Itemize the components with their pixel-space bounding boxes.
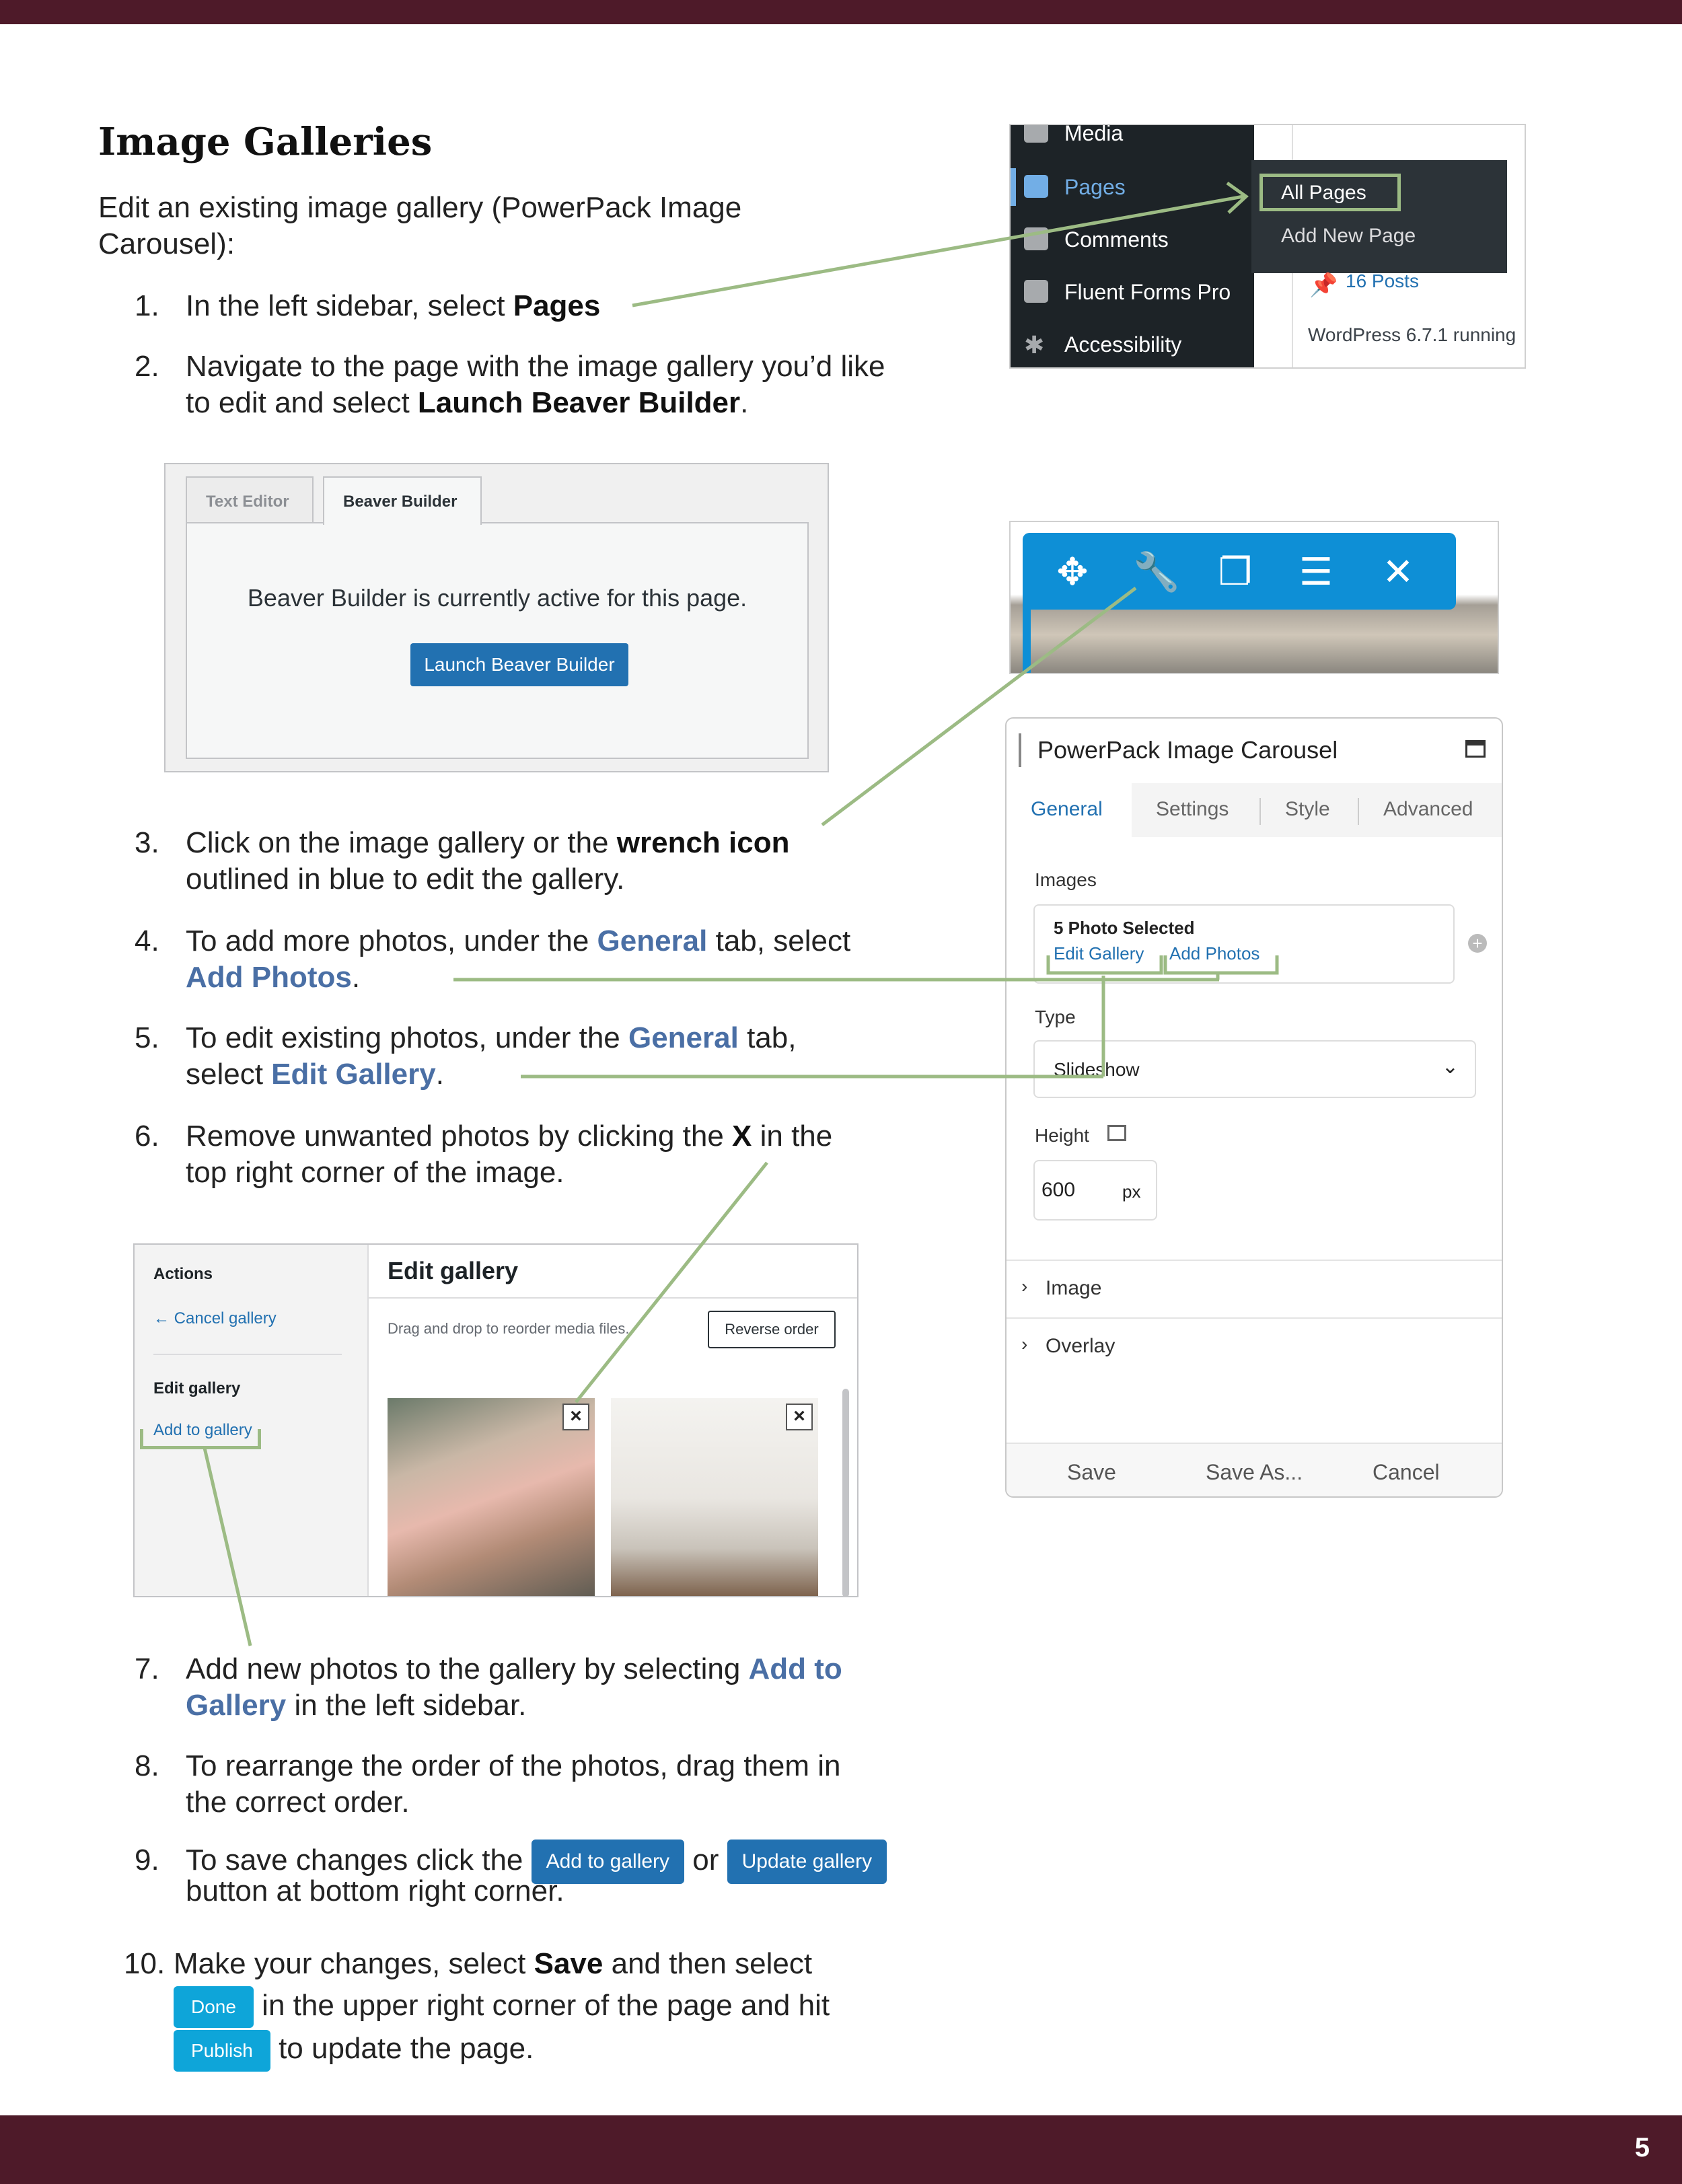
- gallery-actions-sidebar: [135, 1245, 369, 1597]
- height-input[interactable]: 600 px: [1033, 1160, 1157, 1221]
- update-gallery-button[interactable]: Update gallery: [727, 1840, 887, 1884]
- save-button[interactable]: Save: [1067, 1460, 1116, 1484]
- actions-heading: Actions: [153, 1265, 213, 1283]
- edit-gallery-title: Edit gallery: [388, 1257, 519, 1284]
- columns-icon[interactable]: ☰: [1299, 550, 1333, 593]
- reverse-order-button[interactable]: Reverse order: [708, 1311, 836, 1348]
- wrench-icon[interactable]: 🔧: [1133, 550, 1180, 593]
- menu-comments[interactable]: Comments: [1064, 227, 1169, 252]
- pages-icon: [1024, 175, 1048, 198]
- menu-pages[interactable]: Pages: [1064, 175, 1126, 199]
- bottom-banner: [0, 2115, 1682, 2184]
- save-as-button[interactable]: Save As...: [1206, 1460, 1303, 1484]
- posts-count-link[interactable]: 16 Posts: [1346, 270, 1419, 291]
- page-title: Image Galleries: [98, 120, 433, 164]
- panel-tabs: [1007, 783, 1502, 837]
- remove-photo-icon[interactable]: ×: [562, 1404, 589, 1430]
- media-icon: [1024, 124, 1048, 143]
- flyout-all-pages[interactable]: All Pages: [1281, 182, 1366, 204]
- edit-gallery-heading: Edit gallery: [153, 1379, 241, 1397]
- forms-icon: [1024, 280, 1048, 303]
- beaver-builder-panel: [164, 463, 829, 772]
- menu-accessibility[interactable]: Accessibility: [1064, 332, 1182, 357]
- scrollbar[interactable]: [842, 1389, 849, 1597]
- done-button[interactable]: Done: [174, 1986, 254, 2028]
- tab-style[interactable]: Style: [1285, 798, 1330, 820]
- type-select[interactable]: Slideshow ⌄: [1033, 1040, 1476, 1098]
- section-image[interactable]: › Image: [1007, 1260, 1502, 1317]
- panel-footer: [1007, 1443, 1502, 1498]
- wp-admin-screenshot: [1009, 124, 1526, 369]
- wp-sidebar: [1011, 125, 1254, 369]
- module-toolbar: [1023, 533, 1456, 610]
- add-to-gallery-highlight: [140, 1429, 261, 1449]
- wp-version-text: WordPress 6.7.1 running: [1308, 324, 1516, 345]
- height-label: Height: [1035, 1125, 1089, 1146]
- accessibility-icon: ✱: [1024, 331, 1045, 359]
- publish-button[interactable]: Publish: [174, 2030, 270, 2072]
- menu-fluent-forms[interactable]: Fluent Forms Pro: [1064, 280, 1231, 304]
- images-field: [1033, 904, 1455, 984]
- remove-photo-icon[interactable]: ×: [786, 1404, 813, 1430]
- chevron-right-icon: ›: [1021, 1334, 1028, 1354]
- photos-selected-text: 5 Photo Selected: [1054, 918, 1195, 938]
- cancel-gallery-link[interactable]: ← Cancel gallery: [153, 1309, 277, 1327]
- section-overlay[interactable]: › Overlay: [1007, 1317, 1502, 1375]
- top-banner: [0, 0, 1682, 24]
- beaver-builder-message: Beaver Builder is currently active for this page.: [247, 584, 747, 612]
- panel-title: PowerPack Image Carousel: [1037, 736, 1338, 764]
- tab-beaver-builder[interactable]: Beaver Builder: [323, 476, 482, 525]
- edit-gallery-link[interactable]: Edit Gallery: [1054, 943, 1144, 963]
- chevron-right-icon: ›: [1021, 1276, 1028, 1297]
- edit-gallery-screenshot: [133, 1243, 858, 1597]
- add-circle-icon[interactable]: +: [1468, 934, 1487, 953]
- tab-settings[interactable]: Settings: [1156, 798, 1229, 820]
- powerpack-settings-panel: [1005, 717, 1503, 1498]
- gallery-photo-kitchen[interactable]: [611, 1398, 818, 1597]
- add-to-gallery-link[interactable]: Add to gallery: [153, 1421, 252, 1439]
- images-label: Images: [1035, 869, 1097, 890]
- page-number: 5: [1634, 2133, 1650, 2162]
- launch-beaver-builder-button[interactable]: Launch Beaver Builder: [410, 643, 628, 686]
- pages-flyout: [1251, 160, 1507, 273]
- type-label: Type: [1035, 1007, 1076, 1027]
- close-icon[interactable]: ✕: [1382, 550, 1414, 593]
- add-photos-link[interactable]: Add Photos: [1169, 943, 1260, 963]
- add-to-gallery-button[interactable]: Add to gallery: [532, 1840, 684, 1884]
- menu-media[interactable]: Media: [1064, 124, 1124, 145]
- module-toolbar-screenshot: [1009, 521, 1499, 674]
- pin-icon: 📌: [1309, 272, 1338, 298]
- flyout-add-new-page[interactable]: Add New Page: [1281, 225, 1416, 247]
- cancel-button[interactable]: Cancel: [1373, 1460, 1440, 1484]
- minimize-icon[interactable]: [1465, 740, 1486, 758]
- drag-hint: Drag and drop to reorder media files.: [388, 1320, 630, 1337]
- gallery-photo-countertop[interactable]: [388, 1398, 595, 1597]
- comments-icon: [1024, 227, 1048, 250]
- duplicate-icon[interactable]: ❐: [1218, 550, 1253, 593]
- move-icon[interactable]: ✥: [1056, 550, 1089, 593]
- desktop-icon[interactable]: [1107, 1125, 1126, 1141]
- intro-text: Edit an existing image gallery (PowerPack Image Carousel):: [98, 191, 742, 260]
- tab-advanced[interactable]: Advanced: [1383, 798, 1473, 820]
- tab-text-editor[interactable]: Text Editor: [186, 476, 314, 523]
- chevron-down-icon: ⌄: [1441, 1056, 1459, 1078]
- beaver-builder-inner: [186, 522, 809, 759]
- tab-general[interactable]: General: [1031, 798, 1103, 820]
